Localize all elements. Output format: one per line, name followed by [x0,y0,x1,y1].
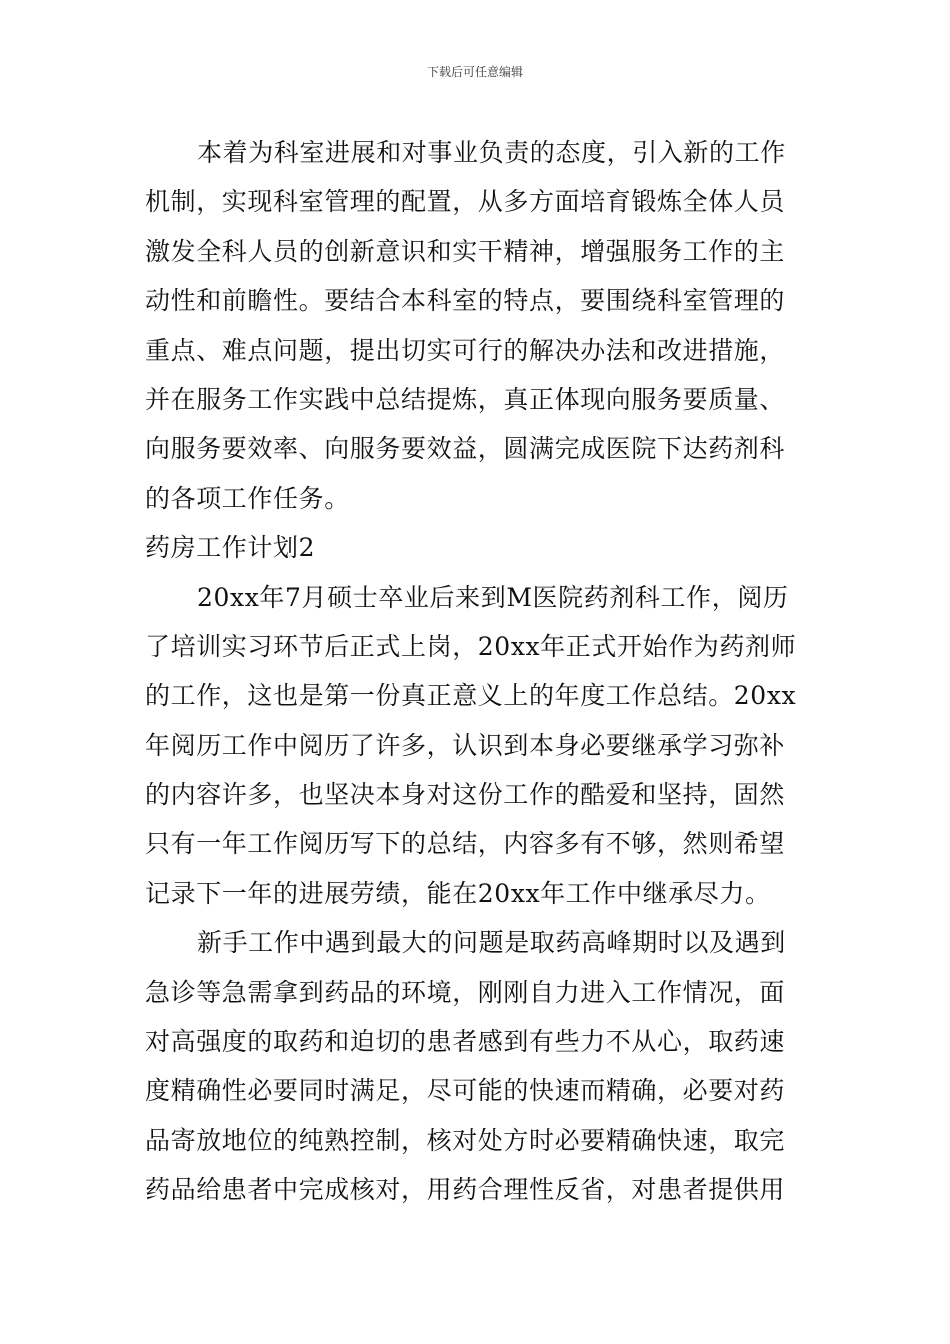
text-line: 本着为科室进展和对事业负责的态度，引入新的工作 [197,138,786,167]
text-line: 记录下一年的进展劳绩，能在20xx年工作中继承尽力。 [145,878,771,908]
text-line: 并在服务工作实践中总结提炼，真正体现向服务要质量、 [145,384,786,414]
section-heading: 药房工作计划2 [145,533,316,563]
text-line: 向服务要效率、向服务要效益，圆满完成医院下达药剂科 [145,434,786,464]
text-line: 新手工作中遇到最大的问题是取药高峰期时以及遇到 [197,928,786,958]
text-line: 的内容许多，也坚决本身对这份工作的酷爱和坚持，固然 [145,780,786,810]
text-line: 的工作，这也是第一份真正意义上的年度工作总结。20xx [145,681,797,711]
text-line: 激发全科人员的创新意识和实干精神，增强服务工作的主 [145,236,786,266]
document-body [145,128,809,1215]
page-header-note: 下载后可任意编辑 [426,65,523,79]
text-line: 动性和前瞻性。要结合本科室的特点，要围绕科室管理的 [145,286,786,316]
text-line: 品寄放地位的纯熟控制，核对处方时必要精确快速，取完 [145,1125,786,1155]
text-line: 药品给患者中完成核对，用药合理性反省，对患者提供用 [145,1175,786,1205]
text-line: 的各项工作任务。 [145,483,350,513]
text-line: 重点、难点问题，提出切实可行的解决办法和改进措施， [145,335,786,365]
text-line: 对高强度的取药和迫切的患者感到有些力不从心，取药速 [145,1027,786,1057]
text-line: 急诊等急需拿到药品的环境，刚刚自力进入工作情况，面 [145,977,786,1007]
text-line: 20xx年7月硕士卒业后来到M医院药剂科工作，阅历 [197,582,789,612]
text-line: 了培训实习环节后正式上岗，20xx年正式开始作为药剂师 [145,631,797,661]
text-line: 年阅历工作中阅历了许多，认识到本身必要继承学习弥补 [145,730,786,760]
text-line: 只有一年工作阅历写下的总结，内容多有不够，然则希望 [145,829,786,859]
text-line: 机制，实现科室管理的配置，从多方面培育锻炼全体人员 [145,187,786,217]
text-line: 度精确性必要同时满足，尽可能的快速而精确，必要对药 [145,1076,786,1106]
